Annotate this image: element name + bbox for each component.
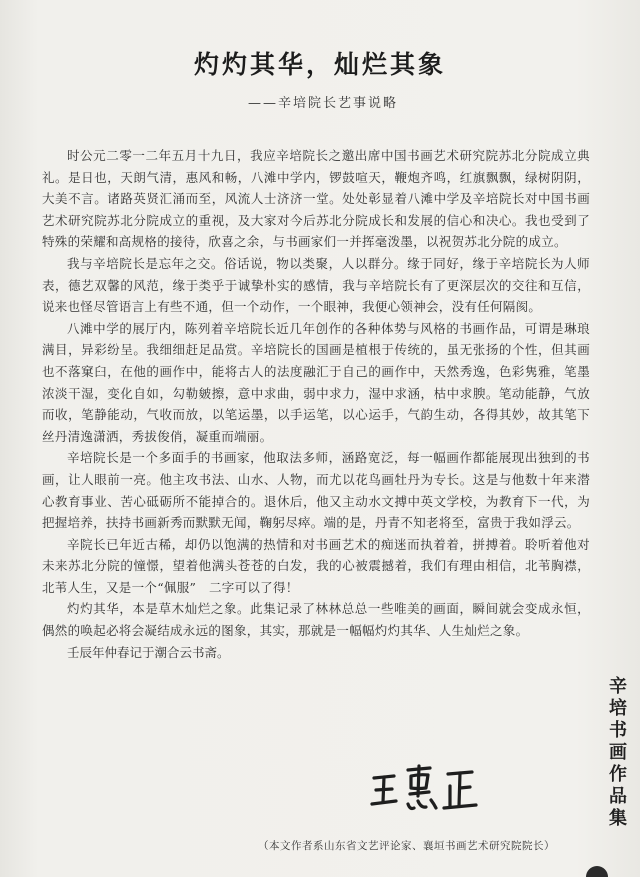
page-corner-tab: [586, 866, 608, 877]
author-footnote: （本文作者系山东省文艺评论家、襄垣书画艺术研究院院长）: [258, 840, 555, 852]
paragraph-6: 灼灼其华，本是草木灿烂之象。此集记录了林林总总一些唯美的画面，瞬间就会变成永恒，偶然的唤起必将会凝结成永远的图象，其实，那就是一幅幅灼灼其华、人生灿烂之象。: [42, 601, 590, 639]
article-subtitle: ——辛培院长艺事说略: [248, 96, 399, 111]
article-title: 灼灼其华，灿烂其象: [193, 50, 446, 79]
article-body: [42, 145, 590, 663]
signature-icon: [368, 758, 488, 820]
date-line: 壬辰年仲春记于潮合云书斋。: [67, 644, 230, 660]
paragraph-4: 辛培院长是一个多面手的书画家，他取法多师，涵路宽泛，每一幅画作都能展现出独到的书画，让人眼前一亮。他主攻书法、山水、人物，而尤以花鸟画牡丹为专长。这是与他数十年来潜心教育事业、苦心砥砺所不能掉合的。退休后，他又主动水文搏中英文学校，为教育下一代，为把握培养，扶持书画新秀而默默无闻，鞠躬尽瘁。端的是，丹青不知老将至，富贵于我如浮云。: [42, 450, 590, 531]
paragraph-5: 辛院长已年近古稀，却仍以饱满的热情和对书画艺术的痴迷而执着着，拼搏着。聆听着他对未来苏北分院的憧憬，望着他满头苍苍的白发，我的心被震撼着，我们有理由相信，北苇胸襟，北苇人生，又是一个“佩服” 二字可以了得！: [42, 536, 590, 595]
paragraph-1: 时公元二零一二年五月十九日，我应辛培院长之邀出席中国书画艺术研究院苏北分院成立典礼。是日也，天朗气清，惠风和畅，八滩中学内，锣鼓喧天，鞭炮齐鸣，红旗飘飘，绿树阴阴，大美不言。诸路英贤汇涌而至，风流人士济济一堂。处处彰显着八滩中学及辛培院长对中国书画艺术研究院苏北分院成立的重视，及大家对今后苏北分院成长和发展的信心和决心。我也受到了特殊的荣耀和高规格的接待，欣喜之余，与书画家们一并挥毫泼墨，以祝贺苏北分院的成立。: [42, 148, 590, 250]
handwritten-signature: [368, 758, 488, 820]
book-title-vertical: 辛培书画作品集: [606, 676, 627, 830]
paragraph-2: 我与辛培院长是忘年之交。俗话说，物以类聚，人以群分。缘于同好，缘于辛培院长为人师表，德艺双馨的风范，缘于类乎于诚挚朴实的感情，我与辛培院长有了更深层次的交往和互信，说来也怪尽管语言上有些不通，但一个动作，一个眼神，我便心领神会，没有任何隔阂。: [42, 255, 590, 315]
paragraph-3: 八滩中学的展厅内，陈列着辛培院长近几年创作的各种体势与风格的书画作品，可谓是琳琅满目，异彩纷呈。我细细赶足品赏。辛培院长的国画是植根于传统的，虽无张扬的个性，但其画也不落窠臼，在他的画作中，能将古人的法度融汇于自己的画作中，天然秀逸，色彩隽雅，笔墨浓淡干湿，变化自如，勾勒皴擦，意中求曲，弱中求力，湿中求涵，枯中求腴。笔动能静，气放而收，笔静能动，气收而放，以笔运墨，以手运笔，以心运手，气韵生动，各得其妙，故其笔下丝丹清逸潇洒，秀拔俊俏，凝重而端丽。: [42, 320, 590, 444]
